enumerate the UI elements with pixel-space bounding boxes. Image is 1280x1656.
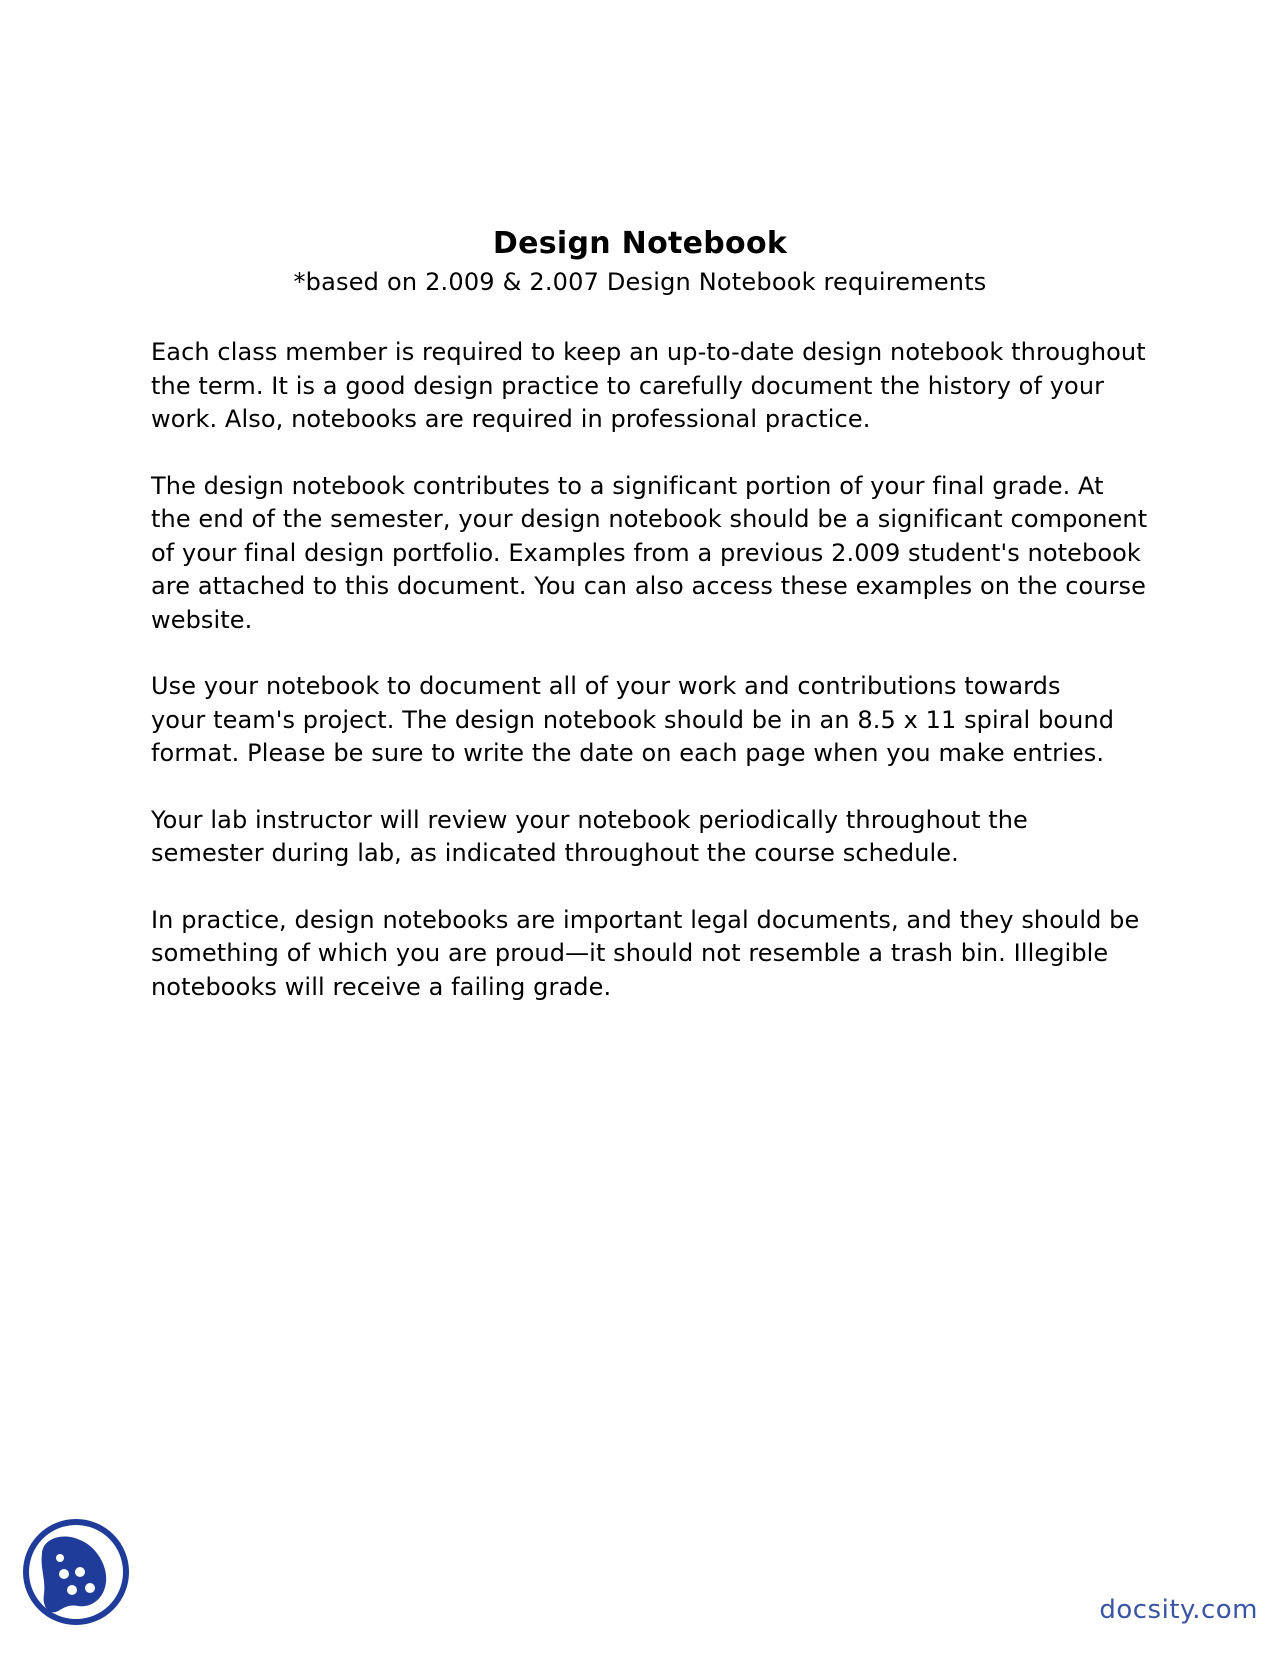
- docsity-watermark[interactable]: docsity.com: [1099, 1595, 1258, 1625]
- text-line: are attached to this document. You can also access these examples on the course: [151, 572, 1147, 600]
- paragraph-2: [151, 470, 1161, 638]
- text-line: format. Please be sure to write the date on each page when you make entries.: [151, 739, 1105, 767]
- document-body: [151, 336, 1161, 1037]
- text-line: something of which you are proud—it should not resemble a trash bin. Illegible: [151, 939, 1109, 967]
- text-line: In practice, design notebooks are important legal documents, and they should be: [151, 905, 1140, 934]
- text-line: semester during lab, as indicated throughout the course schedule.: [151, 839, 959, 867]
- text-line: the end of the semester, your design notebook should be a significant component: [151, 505, 1148, 533]
- text-line: Use your notebook to document all of your work and contributions towards: [151, 672, 1061, 700]
- text-line: your team's project. The design notebook should be in an 8.5 x 11 spiral bound: [151, 705, 1115, 734]
- text-line: notebooks will receive a failing grade.: [151, 972, 612, 1001]
- text-line: website.: [151, 605, 253, 634]
- text-line: Each class member is required to keep an up-to-date design notebook throughout: [151, 338, 1146, 366]
- paragraph-4: [151, 804, 1161, 871]
- text-line: Your lab instructor will review your notebook periodically throughout the: [151, 805, 1028, 834]
- text-line: the term. It is a good design practice to carefully document the history of your: [151, 371, 1105, 400]
- paragraph-1: [151, 336, 1161, 437]
- text-line: work. Also, notebooks are required in professional practice.: [151, 405, 871, 433]
- text-line: The design notebook contributes to a significant portion of your final grade. At: [151, 471, 1104, 500]
- docsity-logo-icon: [20, 1516, 132, 1628]
- document-subtitle: *based on 2.009 & 2.007 Design Notebook requirements: [293, 268, 987, 296]
- document-title: Design Notebook: [492, 226, 788, 261]
- text-line: of your final design portfolio. Examples from a previous 2.009 student's notebook: [151, 538, 1141, 567]
- paragraph-3: [151, 670, 1161, 771]
- paragraph-5: [151, 904, 1161, 1005]
